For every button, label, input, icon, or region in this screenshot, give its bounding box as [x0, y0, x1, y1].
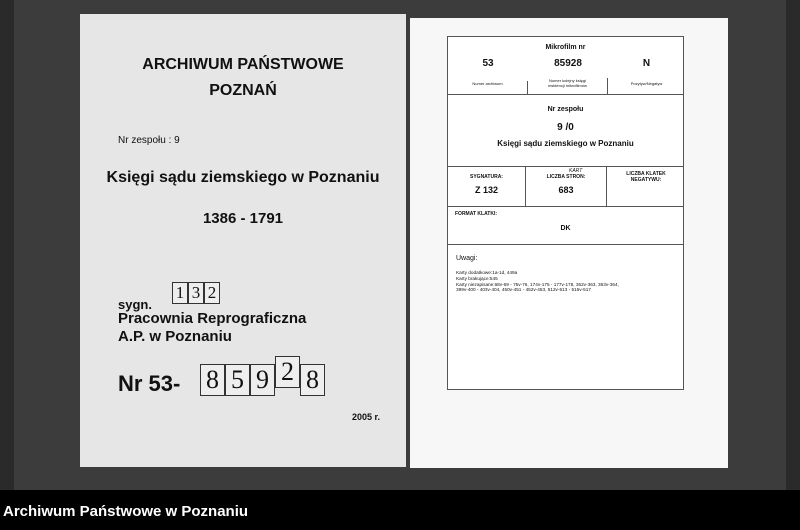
metadata-page — [410, 18, 728, 468]
image-caption: Archiwum Państwowe w Poznaniu — [0, 490, 800, 530]
year: 2005 r. — [352, 412, 381, 422]
note-line: Karty brakujące:545 — [456, 275, 498, 281]
film-number-label: Numer kolejny księgi ewidencji mikrofilmów — [528, 78, 608, 95]
frames-label: LICZBA KLATEK NEGATYWU: — [626, 171, 666, 183]
note-line: 399v-400 - 403v-404, 450v-451 - 452v-453, 512v-513 - 516v-517 — [456, 287, 591, 293]
note-line: Karty dodatkowe:1a-1d, 449a — [456, 270, 518, 275]
format-row — [448, 207, 683, 245]
frames-cell — [607, 167, 685, 206]
pages-cell — [526, 167, 607, 206]
stamp-digit: 8 — [300, 364, 325, 396]
lab-location: A.P. w Poznaniu — [118, 328, 232, 345]
signature-cell — [448, 167, 526, 206]
note-line: Karty niezapisane:68v-69 - 75v-76, 174v-175 - 177v-178, 362v-363, 363v-364, — [456, 281, 619, 287]
fond-row — [448, 95, 683, 167]
fond-number: 9 /0 — [557, 122, 574, 133]
sygn-stamp — [172, 282, 220, 304]
notes-label: Uwagi: — [456, 255, 478, 262]
lab-name: Pracownia Reprograficzna — [118, 310, 307, 327]
sygn-label: sygn. — [118, 297, 152, 312]
pages-value: 683 — [558, 185, 574, 195]
signature-row — [448, 167, 683, 207]
pos-neg-label: Pozytyw/Negatyw — [630, 81, 663, 86]
film-row — [448, 37, 683, 95]
fond-name: Księgi sądu ziemskiego w Poznaniu — [497, 139, 634, 148]
stamp-digit: 2 — [204, 282, 220, 304]
microfilm-form — [447, 36, 684, 390]
format-label: FORMAT KLATKI: — [455, 211, 498, 217]
archive-number-label: Numer archiwum — [448, 81, 528, 95]
stamp-digit: 2 — [275, 356, 300, 388]
film-number: 85928 — [554, 58, 582, 69]
stamp-digit: 1 — [172, 282, 188, 304]
fond-number: Nr zespołu : 9 — [118, 135, 180, 146]
signature-value: Z 132 — [474, 185, 498, 195]
format-value: DK — [560, 225, 571, 232]
date-range: 1386 - 1791 — [202, 210, 284, 227]
archive-city: POZNAŃ — [209, 82, 277, 99]
archive-name: ARCHIWUM PAŃSTWOWE — [142, 56, 344, 73]
handwritten-correction: KART — [569, 168, 583, 174]
microfilm-number-stamp — [200, 357, 325, 396]
notes — [456, 270, 619, 293]
stamp-digit: 8 — [200, 364, 225, 396]
microfilm-number-label: Nr 53- — [118, 371, 181, 396]
signature-label: SYGNATURA: — [470, 174, 503, 180]
fond-label: Nr zespołu — [547, 106, 584, 113]
archive-number: 53 — [482, 58, 494, 69]
pages-label: LICZBA STRON: — [546, 174, 586, 180]
cover-page — [80, 14, 406, 467]
stamp-digit: 5 — [225, 364, 250, 396]
stamp-digit: 3 — [188, 282, 204, 304]
mikrofilm-label: Mikrofilm nr — [545, 44, 586, 51]
positive-negative: N — [642, 58, 651, 69]
stamp-digit: 9 — [250, 364, 275, 396]
fond-title: Księgi sądu ziemskiego w Poznaniu — [106, 169, 380, 186]
